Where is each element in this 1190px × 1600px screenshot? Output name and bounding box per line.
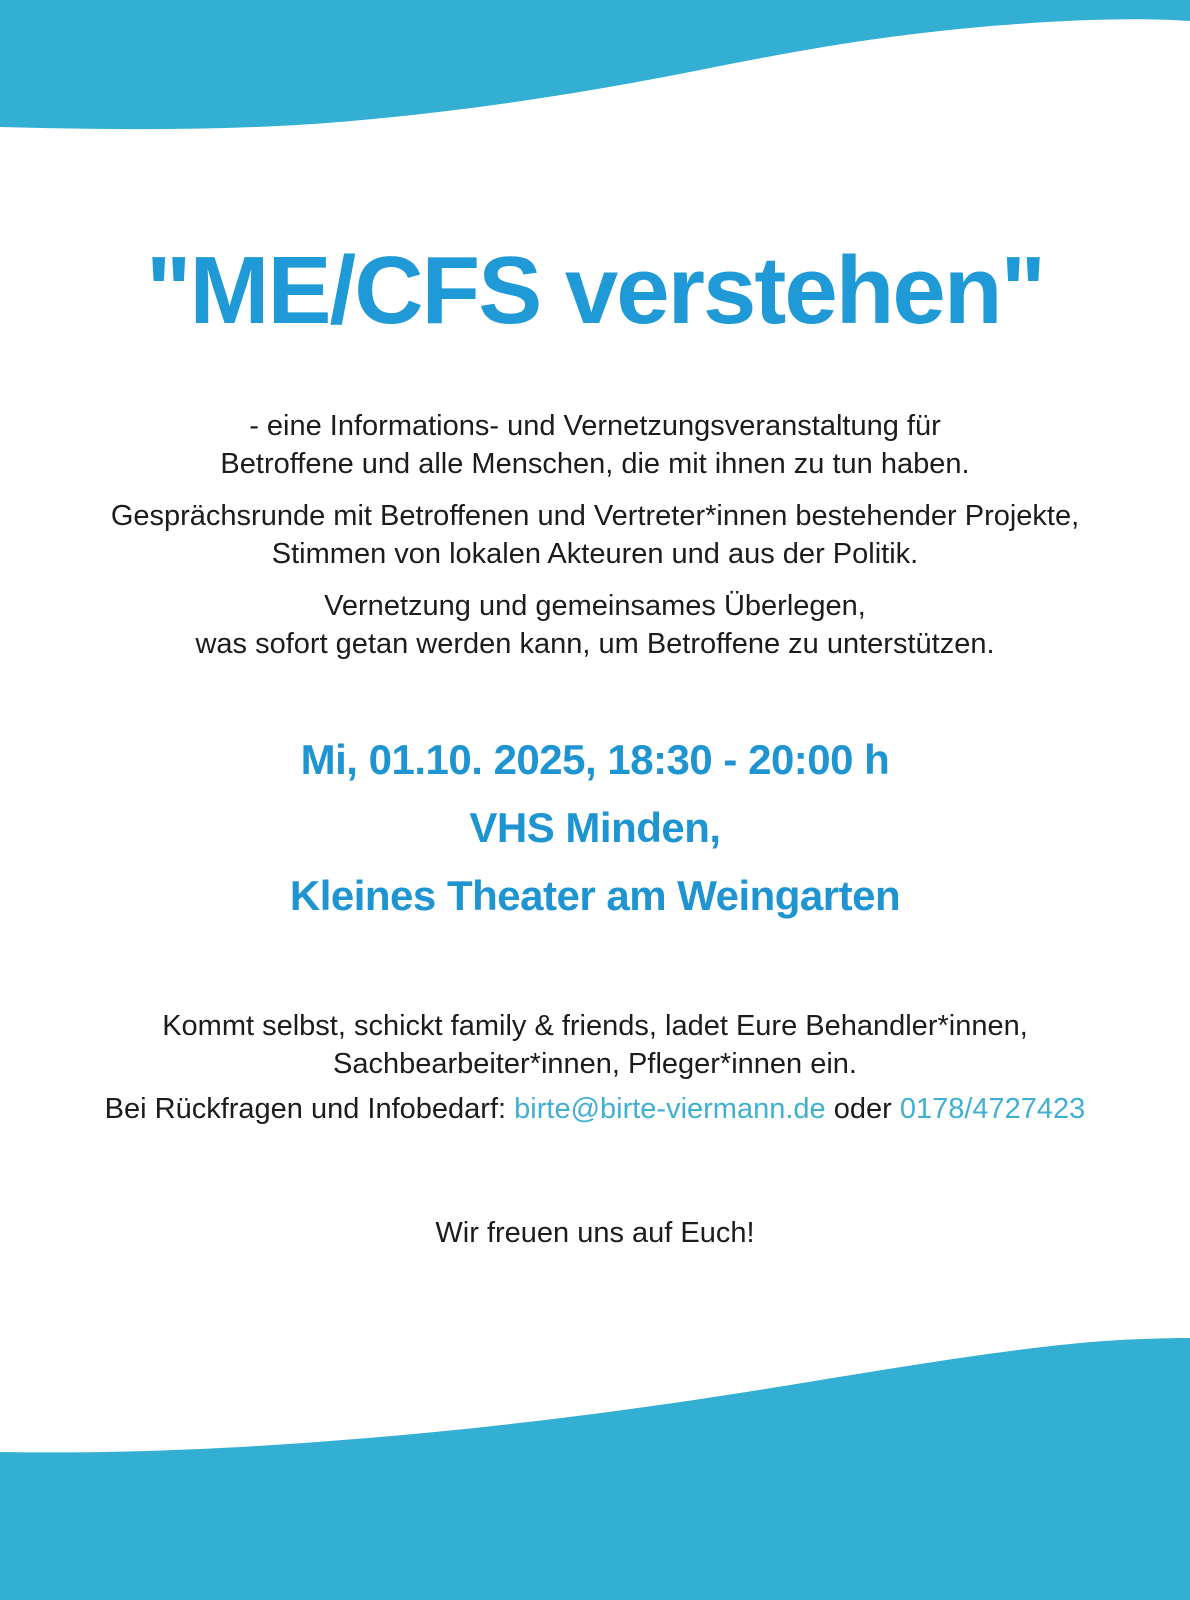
contact-connector: oder: [833, 1093, 892, 1125]
event-venue: VHS Minden,: [469, 804, 721, 851]
invite-line-2: Sachbearbeiter*innen, Pfleger*innen ein.: [333, 1048, 857, 1080]
flyer-title: "ME/CFS verstehen": [146, 237, 1044, 344]
invite-line-1: Kommt selbst, schickt family & friends, ladet Eure Behandler*innen,: [162, 1010, 1028, 1042]
closing-line: Wir freuen uns auf Euch!: [435, 1217, 755, 1249]
bottom-wave-shape: [0, 1338, 1190, 1600]
contact-prefix: Bei Rückfragen und Infobedarf:: [104, 1093, 507, 1125]
discussion-paragraph: [0, 497, 1190, 573]
contact-line: [0, 1090, 1190, 1128]
contact-email-link[interactable]: birte@birte-viermann.de: [514, 1093, 826, 1125]
intro-paragraph: [0, 407, 1190, 483]
intro-line-2: Betroffene und alle Menschen, die mit ihnen zu tun haben.: [220, 448, 970, 480]
networking-paragraph: [0, 587, 1190, 663]
discussion-line-1: Gesprächsrunde mit Betroffenen und Vertreter*innen bestehender Projekte,: [110, 500, 1080, 532]
intro-line-1: - eine Informations- und Vernetzungsveranstaltung für: [249, 410, 941, 442]
networking-line-1: Vernetzung und gemeinsames Überlegen,: [324, 590, 866, 622]
contact-phone-link[interactable]: 0178/4727423: [899, 1093, 1086, 1125]
event-datetime: Mi, 01.10. 2025, 18:30 - 20:00 h: [300, 736, 890, 783]
top-wave-decoration: [0, 0, 1190, 140]
networking-line-2: was sofort getan werden kann, um Betroffene zu unterstützen.: [195, 628, 995, 660]
top-wave-shape: [0, 0, 1190, 129]
discussion-line-2: Stimmen von lokalen Akteuren und aus der Politik.: [271, 538, 919, 570]
event-venue-detail: Kleines Theater am Weingarten: [289, 872, 901, 919]
invite-paragraph: [0, 1007, 1190, 1083]
bottom-wave-decoration: [0, 1330, 1190, 1600]
